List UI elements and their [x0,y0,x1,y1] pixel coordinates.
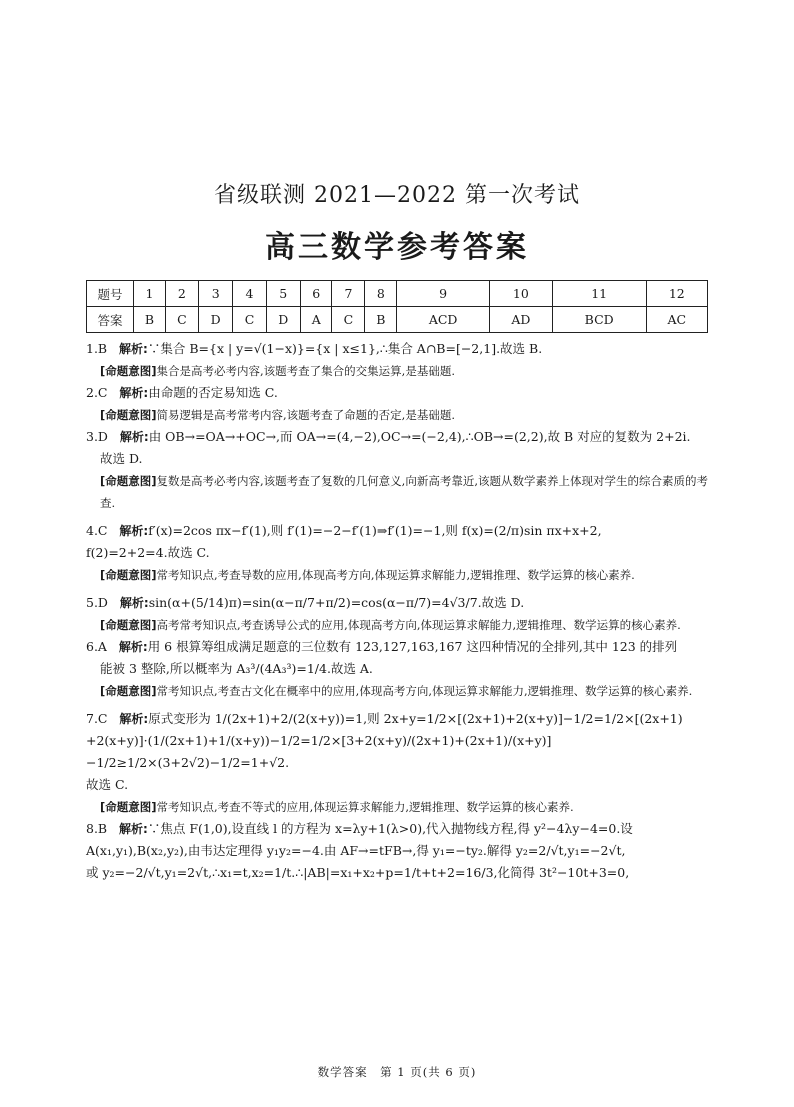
question-number-row [87,281,708,307]
intent-text: 简易逻辑是高考常考内容,该题考查了命题的否定,是基础题. [156,408,455,422]
intent-note [100,796,708,818]
question-number: 5 [266,281,301,307]
answer-cell: C [233,307,266,333]
solution-line: ∵集合 B={x | y=√(1−x)}={x | x≤1},∴集合 A∩B=[−2,1].故选 B. [147,341,543,356]
item-number: 6.A [86,639,107,654]
intent-tag: [命题意图] [100,568,157,582]
question-number: 6 [301,281,332,307]
question-number: 9 [397,281,490,307]
analysis-label: 解析: [119,712,149,726]
answer-table [86,280,708,333]
solution-item [86,592,708,614]
question-number: 2 [165,281,198,307]
answer-cell: AD [489,307,552,333]
item-number: 1.B [86,341,108,356]
solution-item [86,708,708,730]
intent-tag: [命题意图] [100,618,157,632]
answer-cell: C [165,307,198,333]
question-number: 3 [198,281,233,307]
analysis-label: 解析: [119,524,149,538]
intent-note [100,614,708,636]
answer-cell: ACD [397,307,490,333]
solution-line: 能被 3 整除,所以概率为 A₃³/(4A₃³)=1/4.故选 A. [100,661,373,676]
answer-cell: B [365,307,397,333]
page-title: 高三数学参考答案 [265,230,529,265]
solution-line: 由 OB→=OA→+OC→,而 OA→=(4,−2),OC→=(−2,4),∴OB→=(2,2),故 B 对应的复数为 2+2i. [148,429,691,444]
item-number: 5.D [86,595,108,610]
intent-text: 常考知识点,考查不等式的应用,体现运算求解能力,逻辑推理、数学运算的核心素养. [156,800,574,814]
row-label-question: 题号 [87,281,134,307]
solution-item [86,520,708,542]
solution-line: ∵焦点 F(1,0),设直线 l 的方程为 x=λy+1(λ>0),代入抛物线方程,得 y²−4λy−4=0.设 [147,821,633,836]
analysis-label: 解析: [119,822,148,836]
question-number: 11 [552,281,646,307]
solution-line: 或 y₂=−2/√t,y₁=2√t,∴x₁=t,x₂=1/t.∴|AB|=x₁+x₂+p=1/t+t+2=16/3,化简得 3t²−10t+3=0, [86,865,630,880]
answer-cell: C [332,307,365,333]
solution-item [86,338,708,360]
intent-text: 高考常考知识点,考查诱导公式的应用,体现高考方向,体现运算求解能力,逻辑推理、数学运算的核心素养. [156,618,681,632]
solution-line: f′(x)=2cos πx−f′(1),则 f′(1)=−2−f′(1)⇒f′(1)=−1,则 f(x)=(2/π)sin πx+x+2, [148,523,602,538]
question-number: 4 [233,281,266,307]
solution-line: 故选 C. [86,777,129,792]
intent-tag: [命题意图] [100,408,157,422]
solution-line: +2(x+y)]·(1/(2x+1)+1/(x+y))−1/2=1/2×[3+2(x+y)/(2x+1)+(2x+1)/(x+y)]−1/2≥1/2×(3+2√2)−1/2=1+√2. [86,733,552,770]
analysis-label: 解析: [119,596,149,610]
question-number: 7 [332,281,365,307]
answer-cell: BCD [552,307,646,333]
solution-line: A(x₁,y₁),B(x₂,y₂),由韦达定理得 y₁y₂=−4.由 AF→=tFB→,得 y₁=−ty₂.解得 y₂=2/√t,y₁=−2√t, [86,843,626,858]
intent-tag: [命题意图] [100,800,157,814]
intent-note [100,404,708,426]
solutions-body [86,338,708,884]
answer-row [87,307,708,333]
intent-note [100,470,708,514]
answer-cell: D [266,307,301,333]
solution-item [86,636,708,658]
answer-cell: B [134,307,166,333]
analysis-label: 解析: [119,342,148,356]
solution-item [86,382,708,404]
answer-cell: AC [646,307,707,333]
exam-title: 省级联测 2021—2022 第一次考试 [214,183,580,208]
question-number: 1 [134,281,166,307]
intent-note [100,360,708,382]
answer-cell: A [301,307,332,333]
question-number: 8 [365,281,397,307]
solution-line: f(2)=2+2=4.故选 C. [86,545,210,560]
intent-tag: [命题意图] [100,474,157,488]
intent-text: 集合是高考必考内容,该题考查了集合的交集运算,是基础题. [156,364,455,378]
solution-item [86,426,708,448]
intent-text: 复数是高考必考内容,该题考查了复数的几何意义,向新高考靠近,该题从数学素养上体现对学生的综合素质的考查. [100,474,708,510]
intent-note [100,680,708,702]
solution-line: 故选 D. [100,451,143,466]
solution-line: sin(α+(5/14)π)=sin(α−π/7+π/2)=cos(α−π/7)=4√3/7.故选 D. [148,595,525,610]
item-number: 3.D [86,429,108,444]
intent-text: 常考知识点,考查导数的应用,体现高考方向,体现运算求解能力,逻辑推理、数学运算的核心素养. [156,568,635,582]
question-number: 12 [646,281,707,307]
item-number: 7.C [86,711,108,726]
page-footer: 数学答案 第 1 页(共 6 页) [317,1065,477,1079]
intent-tag: [命题意图] [100,364,157,378]
item-number: 4.C [86,523,108,538]
answer-cell: D [198,307,233,333]
question-number: 10 [489,281,552,307]
solution-line: 由命题的否定易知选 C. [148,385,278,400]
solution-item [86,818,708,840]
item-number: 2.C [86,385,108,400]
intent-tag: [命题意图] [100,684,157,698]
solution-line: 用 6 根算筹组成满足题意的三位数有 123,127,163,167 这四种情况的全排列,其中 123 的排列 [147,639,678,654]
row-label-answer: 答案 [87,307,134,333]
analysis-label: 解析: [118,640,148,654]
intent-text: 常考知识点,考查古文化在概率中的应用,体现高考方向,体现运算求解能力,逻辑推理、数学运算的核心素养. [156,684,693,698]
solution-line: 原式变形为 1/(2x+1)+2/(2(x+y))=1,则 2x+y=1/2×[(2x+1)+2(x+y)]−1/2=1/2×[(2x+1) [148,711,683,726]
analysis-label: 解析: [119,430,149,444]
intent-note [100,564,708,586]
item-number: 8.B [86,821,108,836]
analysis-label: 解析: [119,386,149,400]
